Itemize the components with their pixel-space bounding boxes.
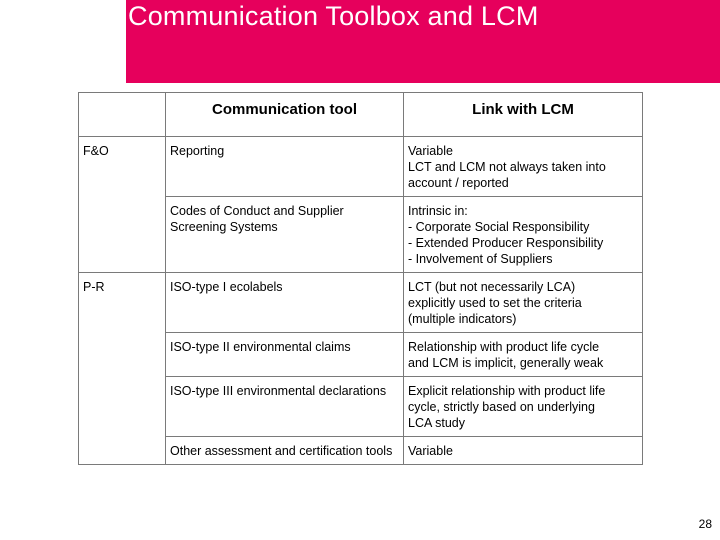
- link-cell: Variable: [404, 437, 643, 465]
- tool-cell: ISO-type III environmental declarations: [166, 377, 404, 437]
- header-link-with-lcm: Link with LCM: [404, 93, 643, 137]
- link-cell: Relationship with product life cycle and LCM is implicit, generally weak: [404, 333, 643, 377]
- table-row: [79, 377, 643, 437]
- title-bar: [126, 0, 720, 83]
- tool-cell: ISO-type I ecolabels: [166, 273, 404, 333]
- table-row: [79, 137, 643, 197]
- tool-cell: Reporting: [166, 137, 404, 197]
- slide-title: Communication Toolbox and LCM: [128, 1, 539, 31]
- header-communication-tool: Communication tool: [166, 93, 404, 137]
- group-label-pr-continued: [79, 377, 166, 437]
- table-header-row: [79, 93, 643, 137]
- group-label-fo-continued: [79, 197, 166, 273]
- table-row: [79, 273, 643, 333]
- group-label-pr: P-R: [79, 273, 166, 333]
- table-row: [79, 333, 643, 377]
- group-label-fo: F&O: [79, 137, 166, 197]
- link-cell: Variable LCT and LCM not always taken into account / reported: [404, 137, 643, 197]
- link-cell: Intrinsic in: - Corporate Social Responsibility - Extended Producer Responsibility - Involvement of Suppliers: [404, 197, 643, 273]
- link-cell: Explicit relationship with product life cycle, strictly based on underlying LCA study: [404, 377, 643, 437]
- tool-cell: ISO-type II environmental claims: [166, 333, 404, 377]
- table-row: [79, 197, 643, 273]
- link-cell: LCT (but not necessarily LCA) explicitly used to set the criteria (multiple indicators): [404, 273, 643, 333]
- communication-table: [78, 92, 642, 465]
- tool-cell: Codes of Conduct and Supplier Screening Systems: [166, 197, 404, 273]
- header-category: [79, 93, 166, 137]
- table-row: [79, 437, 643, 465]
- tool-cell: Other assessment and certification tools: [166, 437, 404, 465]
- group-label-pr-continued: [79, 333, 166, 377]
- page-number: 28: [698, 517, 712, 531]
- group-label-pr-continued: [79, 437, 166, 465]
